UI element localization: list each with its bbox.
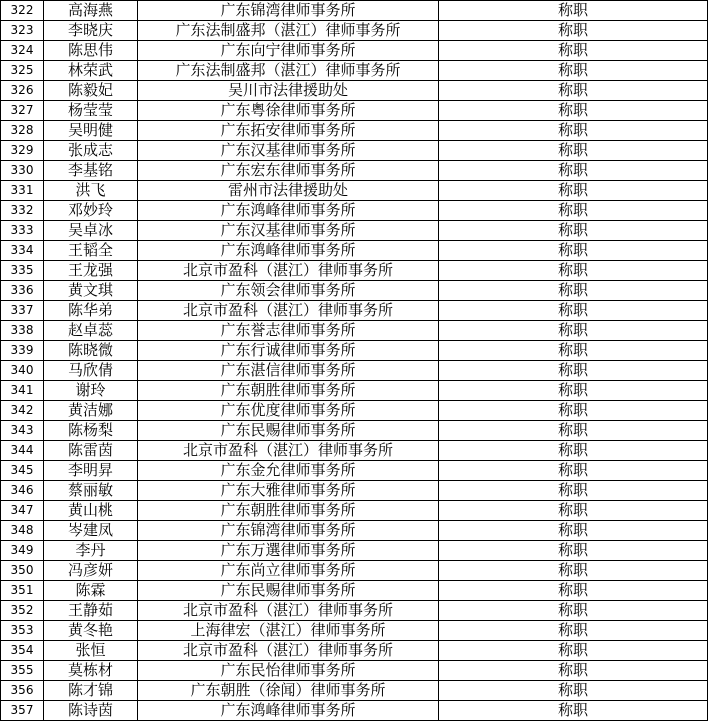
table-row: [1, 581, 708, 601]
table-row: [1, 261, 708, 281]
table-row: [1, 641, 708, 661]
lawyer-name-cell: 陈晓微: [44, 341, 138, 361]
assessment-result-cell: 称职: [439, 461, 708, 481]
lawyer-name-cell: 马欣倩: [44, 361, 138, 381]
row-number-cell: 324: [1, 41, 44, 61]
law-firm-cell: 广东行诚律师事务所: [138, 341, 439, 361]
assessment-result-cell: 称职: [439, 421, 708, 441]
lawyer-name-cell: 王龙强: [44, 261, 138, 281]
law-firm-cell: 北京市盈科（湛江）律师事务所: [138, 441, 439, 461]
row-number-cell: 326: [1, 81, 44, 101]
lawyer-name-cell: 张恒: [44, 641, 138, 661]
table-row: [1, 301, 708, 321]
law-firm-cell: 广东向宁律师事务所: [138, 41, 439, 61]
law-firm-cell: 广东尚立律师事务所: [138, 561, 439, 581]
row-number-cell: 327: [1, 101, 44, 121]
table-row: [1, 661, 708, 681]
assessment-result-cell: 称职: [439, 621, 708, 641]
row-number-cell: 352: [1, 601, 44, 621]
assessment-result-cell: 称职: [439, 21, 708, 41]
assessment-result-cell: 称职: [439, 1, 708, 21]
assessment-result-cell: 称职: [439, 541, 708, 561]
row-number-cell: 346: [1, 481, 44, 501]
lawyer-name-cell: 岑建凤: [44, 521, 138, 541]
assessment-result-cell: 称职: [439, 521, 708, 541]
lawyer-name-cell: 李明昇: [44, 461, 138, 481]
law-firm-cell: 广东鸿峰律师事务所: [138, 701, 439, 721]
table-row: [1, 541, 708, 561]
assessment-result-cell: 称职: [439, 41, 708, 61]
row-number-cell: 354: [1, 641, 44, 661]
assessment-result-cell: 称职: [439, 181, 708, 201]
lawyer-name-cell: 陈华弟: [44, 301, 138, 321]
row-number-cell: 333: [1, 221, 44, 241]
lawyer-name-cell: 谢玲: [44, 381, 138, 401]
assessment-result-cell: 称职: [439, 261, 708, 281]
table-row: [1, 241, 708, 261]
row-number-cell: 357: [1, 701, 44, 721]
law-firm-cell: 广东湛信律师事务所: [138, 361, 439, 381]
assessment-result-cell: 称职: [439, 361, 708, 381]
row-number-cell: 341: [1, 381, 44, 401]
law-firm-cell: 广东民赐律师事务所: [138, 581, 439, 601]
table-row: [1, 481, 708, 501]
table-row: [1, 361, 708, 381]
row-number-cell: 343: [1, 421, 44, 441]
table-row: [1, 441, 708, 461]
lawyer-name-cell: 李丹: [44, 541, 138, 561]
assessment-result-cell: 称职: [439, 241, 708, 261]
assessment-result-cell: 称职: [439, 281, 708, 301]
assessment-result-cell: 称职: [439, 201, 708, 221]
assessment-result-cell: 称职: [439, 221, 708, 241]
law-firm-cell: 广东大雅律师事务所: [138, 481, 439, 501]
lawyer-name-cell: 王静茹: [44, 601, 138, 621]
table-row: [1, 601, 708, 621]
table-row: [1, 221, 708, 241]
lawyer-name-cell: 陈雷茵: [44, 441, 138, 461]
table-row: [1, 681, 708, 701]
row-number-cell: 322: [1, 1, 44, 21]
law-firm-cell: 北京市盈科（湛江）律师事务所: [138, 601, 439, 621]
table-row: [1, 1, 708, 21]
law-firm-cell: 广东汉基律师事务所: [138, 221, 439, 241]
row-number-cell: 330: [1, 161, 44, 181]
law-firm-cell: 上海律宏（湛江）律师事务所: [138, 621, 439, 641]
law-firm-cell: 北京市盈科（湛江）律师事务所: [138, 641, 439, 661]
lawyer-name-cell: 黄文琪: [44, 281, 138, 301]
law-firm-cell: 北京市盈科（湛江）律师事务所: [138, 261, 439, 281]
table-row: [1, 281, 708, 301]
assessment-result-cell: 称职: [439, 561, 708, 581]
law-firm-cell: 北京市盈科（湛江）律师事务所: [138, 301, 439, 321]
assessment-result-cell: 称职: [439, 121, 708, 141]
table-row: [1, 201, 708, 221]
assessment-result-cell: 称职: [439, 601, 708, 621]
assessment-result-cell: 称职: [439, 141, 708, 161]
row-number-cell: 356: [1, 681, 44, 701]
row-number-cell: 335: [1, 261, 44, 281]
row-number-cell: 342: [1, 401, 44, 421]
table-row: [1, 21, 708, 41]
assessment-result-cell: 称职: [439, 581, 708, 601]
assessment-result-cell: 称职: [439, 661, 708, 681]
lawyer-name-cell: 陈杨梨: [44, 421, 138, 441]
table-row: [1, 341, 708, 361]
law-firm-cell: 广东优度律师事务所: [138, 401, 439, 421]
table-row: [1, 101, 708, 121]
row-number-cell: 334: [1, 241, 44, 261]
row-number-cell: 353: [1, 621, 44, 641]
lawyer-name-cell: 李基铭: [44, 161, 138, 181]
lawyer-name-cell: 黄洁娜: [44, 401, 138, 421]
row-number-cell: 340: [1, 361, 44, 381]
assessment-result-cell: 称职: [439, 81, 708, 101]
lawyer-name-cell: 陈霖: [44, 581, 138, 601]
row-number-cell: 355: [1, 661, 44, 681]
law-firm-cell: 广东民赐律师事务所: [138, 421, 439, 441]
law-firm-cell: 广东民怡律师事务所: [138, 661, 439, 681]
row-number-cell: 323: [1, 21, 44, 41]
lawyer-name-cell: 王韬全: [44, 241, 138, 261]
law-firm-cell: 广东法制盛邦（湛江）律师事务所: [138, 21, 439, 41]
lawyer-name-cell: 陈毅妃: [44, 81, 138, 101]
lawyer-name-cell: 李晓庆: [44, 21, 138, 41]
law-firm-cell: 广东锦湾律师事务所: [138, 521, 439, 541]
lawyer-name-cell: 洪飞: [44, 181, 138, 201]
table-row: [1, 621, 708, 641]
table-row: [1, 381, 708, 401]
lawyer-name-cell: 张成志: [44, 141, 138, 161]
lawyer-name-cell: 莫栋材: [44, 661, 138, 681]
law-firm-cell: 吴川市法律援助处: [138, 81, 439, 101]
row-number-cell: 336: [1, 281, 44, 301]
law-firm-cell: 广东金允律师事务所: [138, 461, 439, 481]
law-firm-cell: 广东锦湾律师事务所: [138, 1, 439, 21]
row-number-cell: 331: [1, 181, 44, 201]
law-firm-cell: 广东宏东律师事务所: [138, 161, 439, 181]
table-row: [1, 321, 708, 341]
lawyer-name-cell: 吴明健: [44, 121, 138, 141]
table-body: [1, 1, 708, 721]
row-number-cell: 338: [1, 321, 44, 341]
assessment-result-cell: 称职: [439, 481, 708, 501]
row-number-cell: 339: [1, 341, 44, 361]
lawyer-name-cell: 林荣武: [44, 61, 138, 81]
lawyer-name-cell: 杨莹莹: [44, 101, 138, 121]
lawyer-name-cell: 蔡丽敏: [44, 481, 138, 501]
table-row: [1, 41, 708, 61]
table-row: [1, 161, 708, 181]
lawyer-name-cell: 陈才锦: [44, 681, 138, 701]
table-row: [1, 501, 708, 521]
table-row: [1, 561, 708, 581]
law-firm-cell: 广东领会律师事务所: [138, 281, 439, 301]
law-firm-cell: 雷州市法律援助处: [138, 181, 439, 201]
table-row: [1, 61, 708, 81]
table-row: [1, 81, 708, 101]
law-firm-cell: 广东朝胜律师事务所: [138, 381, 439, 401]
table-row: [1, 521, 708, 541]
law-firm-cell: 广东誉志律师事务所: [138, 321, 439, 341]
table-row: [1, 401, 708, 421]
law-firm-cell: 广东拓安律师事务所: [138, 121, 439, 141]
row-number-cell: 348: [1, 521, 44, 541]
assessment-result-cell: 称职: [439, 341, 708, 361]
row-number-cell: 344: [1, 441, 44, 461]
lawyer-name-cell: 吴卓冰: [44, 221, 138, 241]
assessment-result-cell: 称职: [439, 501, 708, 521]
assessment-result-cell: 称职: [439, 161, 708, 181]
table-row: [1, 121, 708, 141]
assessment-result-cell: 称职: [439, 381, 708, 401]
assessment-result-cell: 称职: [439, 641, 708, 661]
law-firm-cell: 广东万選律师事务所: [138, 541, 439, 561]
lawyer-name-cell: 黄山桃: [44, 501, 138, 521]
lawyer-name-cell: 黄冬艳: [44, 621, 138, 641]
row-number-cell: 349: [1, 541, 44, 561]
table-row: [1, 181, 708, 201]
law-firm-cell: 广东汉基律师事务所: [138, 141, 439, 161]
row-number-cell: 351: [1, 581, 44, 601]
table-row: [1, 701, 708, 721]
assessment-result-cell: 称职: [439, 441, 708, 461]
law-firm-cell: 广东粤徐律师事务所: [138, 101, 439, 121]
row-number-cell: 329: [1, 141, 44, 161]
assessment-result-cell: 称职: [439, 321, 708, 341]
assessment-result-cell: 称职: [439, 101, 708, 121]
row-number-cell: 328: [1, 121, 44, 141]
row-number-cell: 347: [1, 501, 44, 521]
table-row: [1, 141, 708, 161]
lawyer-name-cell: 赵卓蕊: [44, 321, 138, 341]
law-firm-cell: 广东朝胜律师事务所: [138, 501, 439, 521]
assessment-result-cell: 称职: [439, 401, 708, 421]
row-number-cell: 332: [1, 201, 44, 221]
row-number-cell: 345: [1, 461, 44, 481]
lawyer-name-cell: 邓妙玲: [44, 201, 138, 221]
law-firm-cell: 广东鸿峰律师事务所: [138, 241, 439, 261]
lawyer-name-cell: 陈思伟: [44, 41, 138, 61]
table-row: [1, 461, 708, 481]
lawyer-name-cell: 高海燕: [44, 1, 138, 21]
law-firm-cell: 广东鸿峰律师事务所: [138, 201, 439, 221]
lawyer-name-cell: 冯彦妍: [44, 561, 138, 581]
assessment-result-cell: 称职: [439, 701, 708, 721]
row-number-cell: 350: [1, 561, 44, 581]
assessment-result-cell: 称职: [439, 61, 708, 81]
table-row: [1, 421, 708, 441]
lawyer-name-cell: 陈诗茵: [44, 701, 138, 721]
law-firm-cell: 广东法制盛邦（湛江）律师事务所: [138, 61, 439, 81]
row-number-cell: 337: [1, 301, 44, 321]
law-firm-cell: 广东朝胜（徐闻）律师事务所: [138, 681, 439, 701]
assessment-result-cell: 称职: [439, 301, 708, 321]
assessment-result-cell: 称职: [439, 681, 708, 701]
row-number-cell: 325: [1, 61, 44, 81]
